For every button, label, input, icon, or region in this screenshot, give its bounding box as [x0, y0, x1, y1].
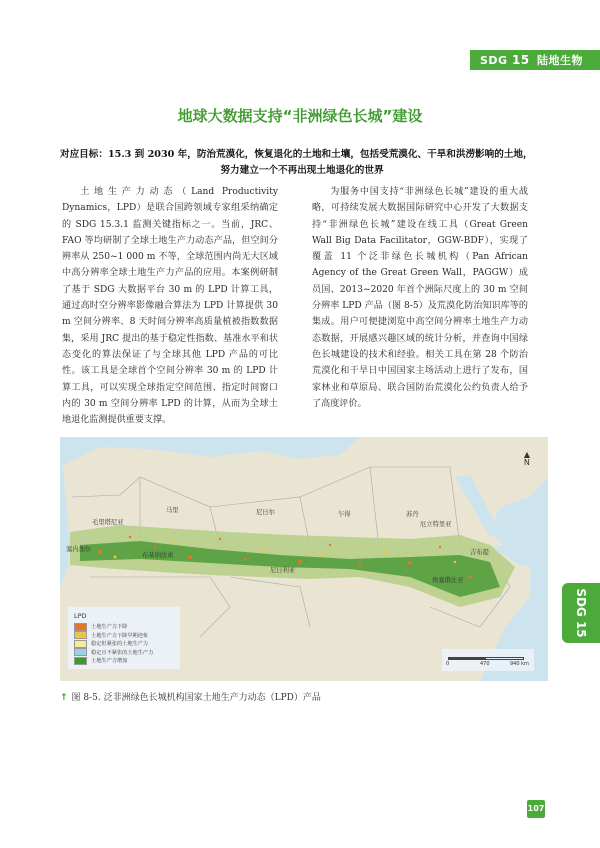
sdg-label: SDG: [480, 54, 508, 67]
legend-item: [74, 657, 174, 666]
map-label-burkina-faso: 布基纳法索: [142, 552, 174, 559]
right-paragraph: 为服务中国支持“非洲绿色长城”建设的重大战略，可持续发展大数据国际研究中心开发了大数据支持“非洲绿色长城”建设在线工具（Great Green Wall Big Data Facilitator，GGW-BDF），实现了覆盖 11 个泛非绿色长城机构（Pan African Agency of the Great Green Wall，PAGGW）成员国、2013~2020 年首个洲际尺度上的 30 m 空间分辨率 LPD 产品（图 8-5）及荒漠化防治知识库等的集成。用户可便捷浏览中高空间分辨率土地生产力动态数据，开展感兴趣区域的统计分析，并查询中国绿色长城建设的技术和经验。相关工具在第 28 个防治荒漠化和干旱日中国国家主场活动上进行了发布，国家林业和草原局、联合国防治荒漠化公约负责人给予了高度评价。: [312, 187, 528, 409]
caption-text: 图 8-5. 泛非洲绿色长城机构国家土地生产力动态（LPD）产品: [71, 693, 321, 703]
figure-caption: [60, 690, 321, 703]
scale-bar-graphic: [448, 657, 524, 660]
left-paragraph: 土地生产力动态（Land Productivity Dynamics，LPD）是联合国跨领域专家组采纳确定的 SDG 15.3.1 监测关键指标之一。当前，JRC、FAO 等均研制了全球土地生产力动态产品，但空间分辨率从 250~1 000 m 不等，全球范围内尚无大区域中高分辨率全球土地生产力产品的应用。本案例研制了基于 SDG 大数据平台 30 m 的 LPD 计算工具，通过高时空分辨率影像融合算法为 LPD 计算提供 30 m 空间分辨率、8 天时间分辨率高质量植被指数数据集，采用 JRC 提出的基于稳定性指数、基准水平和状态变化的算法保证了与全球其他 LPD 产品的可比性。该工具是全球首个空间分辨率 30 m 的 LPD 计算工具，可以实现全球指定空间范围、指定时间窗口内的 30 m 空间分辨率 LPD 的计算，从而为全球土地退化监测提供重要支撑。: [62, 187, 278, 426]
north-arrow-icon: ▲ N: [523, 450, 530, 467]
map-label-eritrea: 厄立特里亚: [420, 521, 452, 528]
scale-label-0: 0: [446, 661, 450, 667]
legend-swatch: [74, 657, 87, 665]
legend-item: [74, 640, 174, 649]
legend-swatch: [74, 623, 87, 631]
legend-label: 稳定但紧张的土地生产力: [91, 641, 149, 648]
legend-label: 土地生产力下降: [91, 624, 128, 631]
sdg-number: 15: [511, 53, 530, 67]
page-title: 地球大数据支持“非洲绿色长城”建设: [177, 107, 423, 125]
legend-swatch: [74, 640, 87, 648]
map-label-senegal: 塞内加尔: [66, 546, 92, 553]
side-tab-label: SDG 15: [574, 588, 588, 638]
map-label-chad: 乍得: [338, 511, 351, 518]
left-column: [62, 184, 278, 428]
north-label: N: [523, 458, 530, 467]
scale-bar: [442, 649, 534, 671]
legend-label: 稳定且不紧张的土地生产力: [91, 649, 154, 656]
legend-swatch: [74, 631, 87, 639]
target-line-1: 对应目标：15.3 到 2030 年，防治荒漠化，恢复退化的土地和土壤，包括受荒漠化、干旱和洪涝影响的土地，: [60, 149, 533, 160]
legend-title: LPD: [74, 611, 87, 620]
map-label-mali: 马里: [166, 507, 179, 514]
map-label-djibouti: 吉布提: [470, 549, 489, 556]
legend-item: [74, 623, 174, 632]
legend-swatch: [74, 648, 87, 656]
page-number: 107: [527, 800, 545, 818]
map-label-sudan: 苏丹: [406, 511, 419, 518]
legend-label: 土地生产力增加: [91, 658, 128, 665]
side-tab: [562, 583, 600, 643]
caption-arrow-icon: ↑: [60, 693, 68, 703]
map-label-nigeria: 尼日利亚: [270, 567, 296, 574]
map-label-mauritania: 毛里塔尼亚: [92, 519, 124, 526]
sdg-section-tag: [470, 50, 600, 70]
target-statement: [60, 147, 544, 179]
target-line-2: 努力建立一个不再出现土地退化的世界: [220, 165, 384, 176]
scale-label-2: 940 km: [510, 661, 529, 667]
map-label-niger: 尼日尔: [256, 509, 275, 516]
right-column: [312, 184, 528, 412]
legend-label: 土地生产力下降早期迹象: [91, 632, 149, 639]
lpd-map: [60, 437, 548, 681]
map-legend: [68, 607, 180, 670]
section-name: 陆地生物: [536, 54, 583, 67]
legend-item: [74, 648, 174, 657]
scale-label-1: 470: [480, 661, 490, 667]
map-label-ethiopia: 埃塞俄比亚: [432, 577, 464, 584]
legend-item: [74, 631, 174, 640]
